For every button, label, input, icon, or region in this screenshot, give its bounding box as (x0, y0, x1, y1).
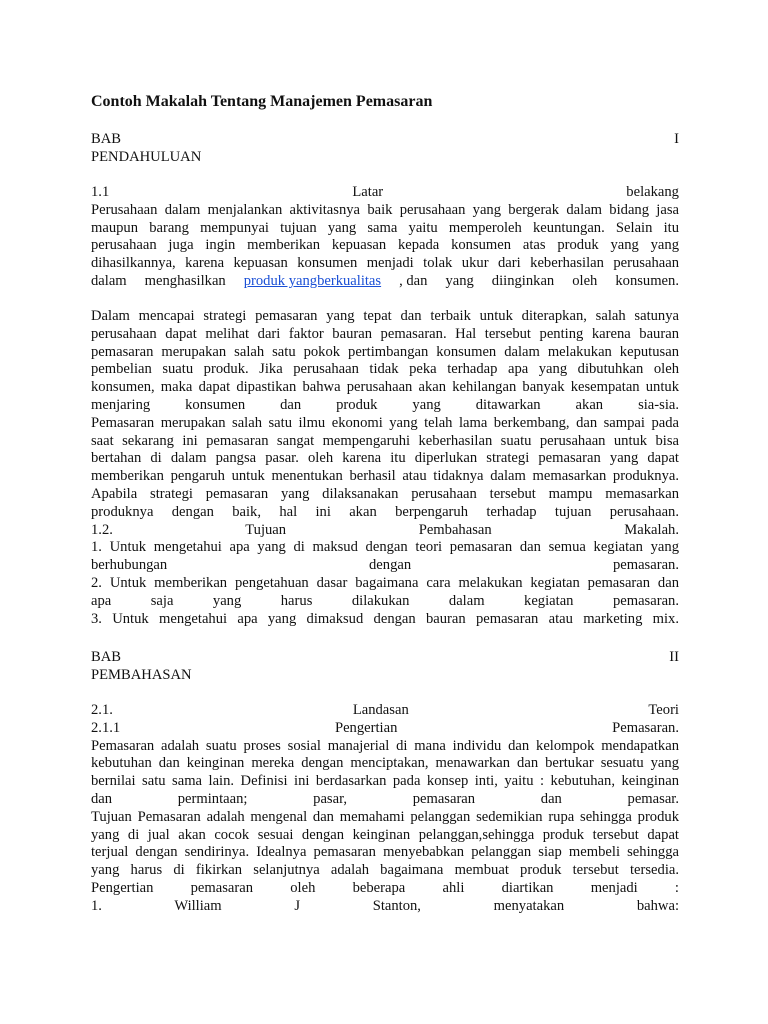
link-line-part-2b: yang (445, 272, 474, 289)
section-1-1-word2: belakang (626, 184, 679, 200)
list-item-line: apa saja yang harus dilakukan dalam kegiatan pemasaran. (91, 592, 679, 609)
paragraph-line: Apabila strategi pemasaran yang dilaksanakan perusahaan tersebut mampu memasarkan (91, 485, 679, 502)
link-line-part-2e: konsumen. (615, 272, 679, 289)
bab-1-heading (91, 131, 679, 167)
paragraph-line: yang harus di fikirkan selanjutnya adalah bagaimana membuat produk tersebut tersedia. (91, 862, 679, 879)
paragraph-line-with-link (91, 273, 679, 291)
paragraph-line: pemasaran merupakan salah satu pokok pertimbangan konsumen dalam melakukan keputusan (91, 343, 679, 360)
section-1-1-heading (91, 184, 679, 202)
section-1-1-word1: Latar (352, 184, 384, 200)
bab-1-heading-line (91, 131, 679, 149)
link-line-part-1a: dalam (91, 272, 127, 289)
link-line-part-2d: oleh (572, 272, 598, 289)
produk-berkualitas-link[interactable]: produk yangberkualitas (243, 272, 382, 289)
paragraph-line: bernilai satu sama lain. Definisi ini berdasarkan pada konsep inti, yaitu : kebutuhan, keinginan (91, 773, 679, 790)
paragraph-2 (91, 308, 679, 628)
paragraph-line: terjual dengan sendirinya. Idealnya pemasaran menyebabkan pelanggan siap membeli sehingga (91, 844, 679, 861)
paragraph-line: Tujuan Pemasaran adalah mengenal dan memahami pelanggan sedemikian rupa sehingga produk (91, 808, 679, 825)
list-item-line: 2. Untuk memberikan pengetahuan dasar bagaimana cara melakukan kegiatan pemasaran dan (91, 574, 679, 591)
section-1-2-heading: 1.2. Tujuan Pembahasan Makalah. (91, 521, 679, 538)
section-2-1-1-heading: 2.1.1 Pengertian Pemasaran. (91, 719, 679, 736)
paragraph-line: kebutuhan dan keinginan mereka dengan menciptakan, menawarkan dan bertukar sesuatu yang (91, 755, 679, 772)
paragraph-line: maupun barang mempunyai tujuan yang sama yaitu memperoleh keuntungan. Selain itu (91, 219, 679, 236)
paragraph-line: memberikan pengaruh untuk menentukan berhasil atau tidaknya dalam memasarkan produknya. (91, 468, 679, 485)
paragraph-line: 1. William J Stanton, menyatakan bahwa: (91, 897, 679, 914)
paragraph-line: Dalam mencapai strategi pemasaran yang tepat dan terbaik untuk diterapkan, salah satunya (91, 308, 679, 324)
bab-2-heading (91, 649, 679, 685)
list-item-line: berhubungan dengan pemasaran. (91, 557, 679, 574)
paragraph-line: pembelian suatu produk. Jika perusahaan tidak peka terhadap apa yang dibutuhkan oleh (91, 361, 679, 378)
paragraph-line: konsumen, maka dapat dipastikan bahwa perusahaan akan kehilangan banyak kesempatan untuk (91, 379, 679, 396)
paragraph-line: bertahan di dalam pangsa pasar. oleh karena itu diperlukan strategi pemasaran yang dapat (91, 450, 679, 467)
section-1-1-number: 1.1 (91, 184, 110, 200)
paragraph-line: perusahaan dapat melihat dari faktor bauran pemasaran. Hal tersebut penting karena bauran (91, 325, 679, 342)
paragraph-line: yang di jual akan cocok sesuai dengan keinginan pelanggan,sehingga produk tersebut dapat (91, 826, 679, 843)
link-line-part-2a: , dan (399, 272, 428, 289)
section-2 (91, 702, 679, 916)
paragraph-line: dihasilkannya, karena kepuasan konsumen menjadi tolak ukur dari keberhasilan perusahaan (91, 255, 679, 272)
document-title: Contoh Makalah Tentang Manajemen Pemasaran (91, 93, 433, 110)
bab-1-subtitle: PENDAHULUAN (91, 148, 202, 165)
paragraph-line: Pengertian pemasaran oleh beberapa ahli diartikan menjadi : (91, 879, 679, 896)
bab-2-subtitle: PEMBAHASAN (91, 666, 192, 683)
link-line-part-2c: diinginkan (491, 272, 555, 289)
section-2-1-heading: 2.1. Landasan Teori (91, 702, 679, 718)
bab-1-numeral: I (674, 131, 679, 147)
paragraph-line: saat sekarang ini pemasaran sangat mempengaruhi keberhasilan suatu perusahaan untuk bisa (91, 432, 679, 449)
paragraph-line: menjaring konsumen dan produk yang ditawarkan akan sia-sia. (91, 396, 679, 413)
paragraph-line: perusahaan juga ingin memberikan kepuasan kepada konsumen atas produk yang yang (91, 237, 679, 254)
bab-2-numeral: II (669, 649, 679, 665)
bab-2-label: BAB (91, 649, 122, 665)
link-line-part-1b: menghasilkan (144, 272, 226, 289)
bab-1-label: BAB (91, 131, 122, 147)
paragraph-line: Pemasaran merupakan salah satu ilmu ekonomi yang telah lama berkembang, dan sampai pada (91, 414, 679, 431)
list-item-line: 1. Untuk mengetahui apa yang di maksud dengan teori pemasaran dan semua kegiatan yang (91, 539, 679, 556)
bab-2-heading-line (91, 649, 679, 667)
section-1-1 (91, 184, 679, 291)
paragraph-line: Perusahaan dalam menjalankan aktivitasnya baik perusahaan yang bergerak dalam bidang jasa (91, 201, 679, 218)
paragraph-line: produknya dengan baik, hal ini akan berpengaruh terhadap tujuan perusahaan. (91, 503, 679, 520)
paragraph-line: Pemasaran adalah suatu proses sosial manajerial di mana individu dan kelompok mendapatkan (91, 737, 679, 754)
list-item-line: 3. Untuk mengetahui apa yang dimaksud dengan bauran pemasaran atau marketing mix. (91, 610, 679, 627)
paragraph-line: dan permintaan; pasar, pemasaran dan pemasar. (91, 790, 679, 807)
